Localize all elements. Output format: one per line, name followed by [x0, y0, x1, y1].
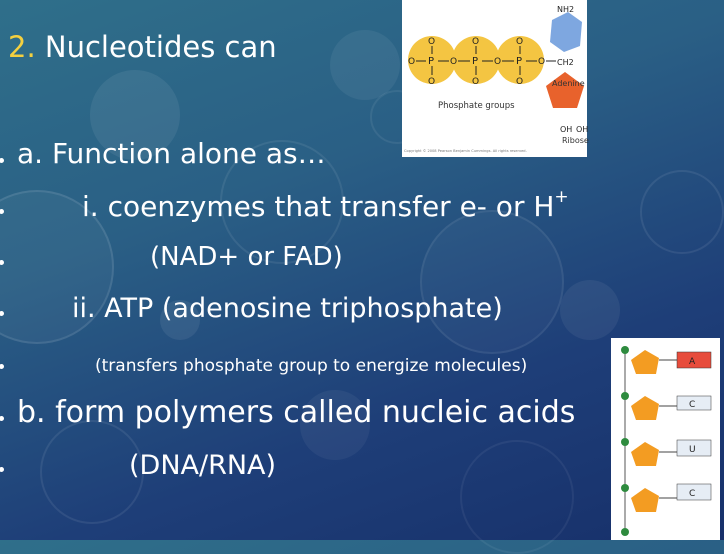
phosphate-dot	[621, 438, 629, 446]
atom-p: P	[428, 56, 435, 67]
base-label: A	[689, 357, 696, 367]
sugar-pentagon	[631, 488, 659, 512]
atom-o: O	[516, 37, 524, 47]
bullet-line	[17, 395, 575, 430]
atom-o: O	[450, 57, 458, 67]
atp-structure-image	[402, 0, 587, 157]
adenine-label: Adenine	[552, 79, 585, 88]
phosphate-dot	[621, 528, 629, 536]
atom-o: O	[408, 57, 416, 67]
bullet-text: i. coenzymes that transfer e- or H	[82, 190, 555, 223]
bullet-text: (NAD+ or FAD)	[150, 242, 343, 272]
ch2-label: CH2	[557, 58, 574, 67]
base-label: U	[689, 445, 696, 455]
atom-o: O	[494, 57, 502, 67]
sugar-pentagon	[631, 350, 659, 374]
phosphate-dot	[621, 346, 629, 354]
copyright-label: Copyright © 2008 Pearson Benjamin Cummings. All rights reserved.	[404, 149, 527, 153]
bullet-dot	[0, 416, 4, 421]
bullet-line	[129, 450, 276, 481]
bullet-text: b. form polymers called nucleic acids	[17, 395, 576, 430]
base-label: C	[689, 400, 696, 410]
bullet-text: a. Function alone as…	[17, 137, 326, 170]
bullet-dot	[0, 311, 4, 316]
bullet-line	[17, 137, 326, 170]
bullet-text: (DNA/RNA)	[129, 450, 277, 481]
sugar-pentagon	[631, 396, 659, 420]
oh-label: OH	[560, 125, 573, 134]
nucleic-acid-strand-image	[611, 338, 720, 540]
bullet-text: ii. ATP (adenosine triphosphate)	[72, 293, 503, 324]
slide-title	[8, 30, 277, 64]
atom-o: O	[472, 77, 480, 87]
bullet-text: (transfers phosphate group to energize molecules)	[95, 356, 528, 376]
ribose-label: Ribose	[562, 136, 589, 145]
bullet-line	[72, 293, 503, 324]
atom-o: O	[538, 57, 546, 67]
bullet-dot	[0, 158, 4, 163]
bullet-line	[82, 186, 569, 223]
atom-o: O	[428, 37, 436, 47]
atom-p: P	[472, 56, 479, 67]
adenine-ring	[550, 12, 582, 52]
atom-p: P	[516, 56, 523, 67]
base-label: C	[689, 489, 696, 499]
bullet-line	[95, 356, 527, 376]
bullet-dot	[0, 209, 4, 214]
oh-label: OH	[576, 125, 589, 134]
bullet-line	[150, 242, 343, 272]
phosphate-dot	[621, 484, 629, 492]
nh2-label: NH2	[557, 5, 575, 14]
title-text: Nucleotides can	[44, 30, 277, 64]
phosphate-groups-label: Phosphate groups	[438, 101, 515, 111]
ribose-pentagon	[546, 72, 584, 108]
atom-o: O	[516, 77, 524, 87]
superscript-plus: +	[554, 186, 569, 207]
phosphate-dot	[621, 392, 629, 400]
atom-o: O	[428, 77, 436, 87]
title-number: 2.	[8, 30, 36, 64]
atom-o: O	[472, 37, 480, 47]
sugar-pentagon	[631, 442, 659, 466]
bullet-dot	[0, 364, 4, 369]
bullet-dot	[0, 260, 4, 265]
bullet-dot	[0, 467, 4, 472]
